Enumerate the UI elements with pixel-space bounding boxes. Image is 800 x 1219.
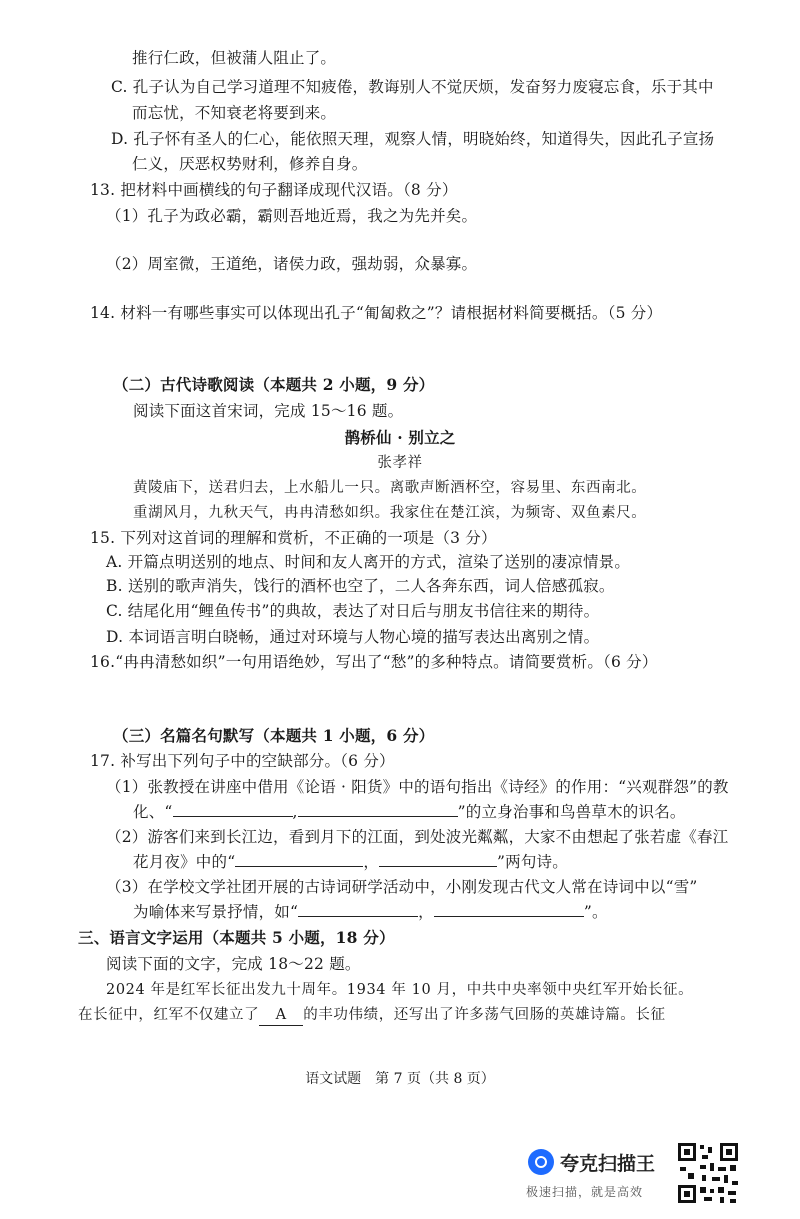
part-3-intro: 阅读下面的文字，完成 18～22 题。 <box>106 955 361 973</box>
option-c: C. 孔子认为自己学习道理不知疲倦，教诲别人不觉厌烦，发奋努力废寝忘食，乐于其中 <box>111 78 714 96</box>
brand-name: 夸克扫描王 <box>560 1153 656 1175</box>
section-2-intro: 阅读下面这首宋词，完成 15～16 题。 <box>133 402 404 420</box>
question-17: 17. 补写出下列句子中的空缺部分。（6 分） <box>90 752 395 770</box>
question-14: 14. 材料一有哪些事实可以体现出孔子“匍匐救之”？请根据材料简要概括。（5 分） <box>90 304 663 322</box>
question-17-item-1: （1）张教授在讲座中借用《论语 · 阳货》中的语句指出《诗经》的作用：“兴观群怨”的教 <box>106 778 729 796</box>
poem-line-2: 重湖风月，九秋天气，冉冉清愁如织。我家住在楚江滨，为频寄、双鱼素尺。 <box>133 505 647 521</box>
answer-blank[interactable] <box>434 902 584 917</box>
passage-blank-a[interactable]: A <box>259 1005 303 1026</box>
answer-blank[interactable] <box>235 852 363 867</box>
answer-blank[interactable] <box>379 852 497 867</box>
option-d: D. 孔子怀有圣人的仁心，能依照天理，观察人情，明晓始终，知道得失，因此孔子宣扬 <box>111 130 715 148</box>
question-15: 15. 下列对这首词的理解和赏析，不正确的一项是（3 分） <box>90 529 497 547</box>
option-c-continuation: 而忘忧，不知衰老将要到来。 <box>132 104 337 122</box>
option-d-continuation: 仁义，厌恶权势财利，修养自身。 <box>132 155 368 173</box>
section-2-heading: （二）古代诗歌阅读（本题共 2 小题，9 分） <box>113 375 435 394</box>
scanner-watermark <box>526 1143 676 1203</box>
passage-text: 的丰功伟绩，还写出了许多荡气回肠的英雄诗篇。长征 <box>303 1007 666 1023</box>
poem-author: 张孝祥 <box>377 455 423 471</box>
poem-line-1: 黄陵庙下，送君归去，上水船儿一只。离歌声断酒杯空，容易里、东西南北。 <box>133 480 647 496</box>
section-3-heading: （三）名篇名句默写（本题共 1 小题，6 分） <box>113 726 435 745</box>
brand-tagline: 极速扫描，就是高效 <box>526 1185 644 1199</box>
answer-blank[interactable] <box>173 802 293 817</box>
blank-prefix: 花月夜》中的“ <box>133 853 236 871</box>
answer-blank[interactable] <box>298 902 418 917</box>
question-17-item-2-line-2 <box>133 852 568 872</box>
question-17-item-1-line-2: 化、“ , ”的立身治事和鸟兽草木的识名。 <box>133 803 686 821</box>
option-b-continuation: 推行仁政，但被蒲人阻止了。 <box>132 49 337 67</box>
passage-line-2 <box>78 1005 666 1026</box>
question-17-item-3: （3）在学校文学社团开展的古诗词研学活动中，小刚发现古代文人常在诗词中以“雪” <box>106 878 698 896</box>
blank-suffix: ”两句诗。 <box>497 853 568 871</box>
passage-line-1: 2024 年是红军长征出发九十周年。1934 年 10 月，中共中央率领中央红军开始长征。 <box>106 982 694 998</box>
part-3-heading: 三、语言文字运用（本题共 5 小题，18 分） <box>78 928 395 947</box>
question-15-option-a: A. 开篇点明送别的地点、时间和友人离开的方式，渲染了送别的凄凉情景。 <box>106 553 631 571</box>
blank-prefix: 为喻体来写景抒情，如“ <box>133 903 299 921</box>
qr-code-icon <box>676 1141 740 1205</box>
question-17-item-3-line-2 <box>133 902 608 922</box>
page-footer: 语文试题 第 7 页（共 8 页） <box>305 1071 495 1087</box>
question-15-option-c: C. 结尾化用“鲤鱼传书”的典故，表达了对日后与朋友书信往来的期待。 <box>106 602 600 620</box>
question-16: 16.“冉冉清愁如织”一句用语绝妙，写出了“愁”的多种特点。请简要赏析。（6 分） <box>90 653 658 671</box>
poem-title: 鹊桥仙 · 别立之 <box>344 428 456 447</box>
question-13-item-1: （1）孔子为政必霸，霸则吾地近焉，我之为先并矣。 <box>106 207 478 225</box>
blank-comma: ， <box>418 903 434 921</box>
blank-prefix: 化、“ <box>133 803 173 821</box>
passage-text: 在长征中，红军不仅建立了 <box>78 1007 260 1023</box>
quark-logo-icon <box>528 1149 554 1175</box>
blank-comma: ， <box>363 853 380 871</box>
answer-blank[interactable] <box>298 802 458 817</box>
question-15-option-d: D. 本词语言明白晓畅，通过对环境与人物心境的描写表达出离别之情。 <box>106 628 600 646</box>
question-13: 13. 把材料中画横线的句子翻译成现代汉语。（8 分） <box>90 181 458 199</box>
question-15-option-b: B. 送别的歌声消失，饯行的酒杯也空了，二人各奔东西，词人倍感孤寂。 <box>106 577 615 595</box>
question-13-item-2: （2）周室微，王道绝，诸侯力政，强劫弱，众暴寡。 <box>106 255 478 273</box>
question-17-item-2: （2）游客们来到长江边，看到月下的江面，到处波光粼粼，大家不由想起了张若虚《春江 <box>106 828 729 846</box>
blank-suffix: ”。 <box>583 903 608 921</box>
blank-suffix: ”的立身治事和鸟兽草木的识名。 <box>457 803 686 821</box>
